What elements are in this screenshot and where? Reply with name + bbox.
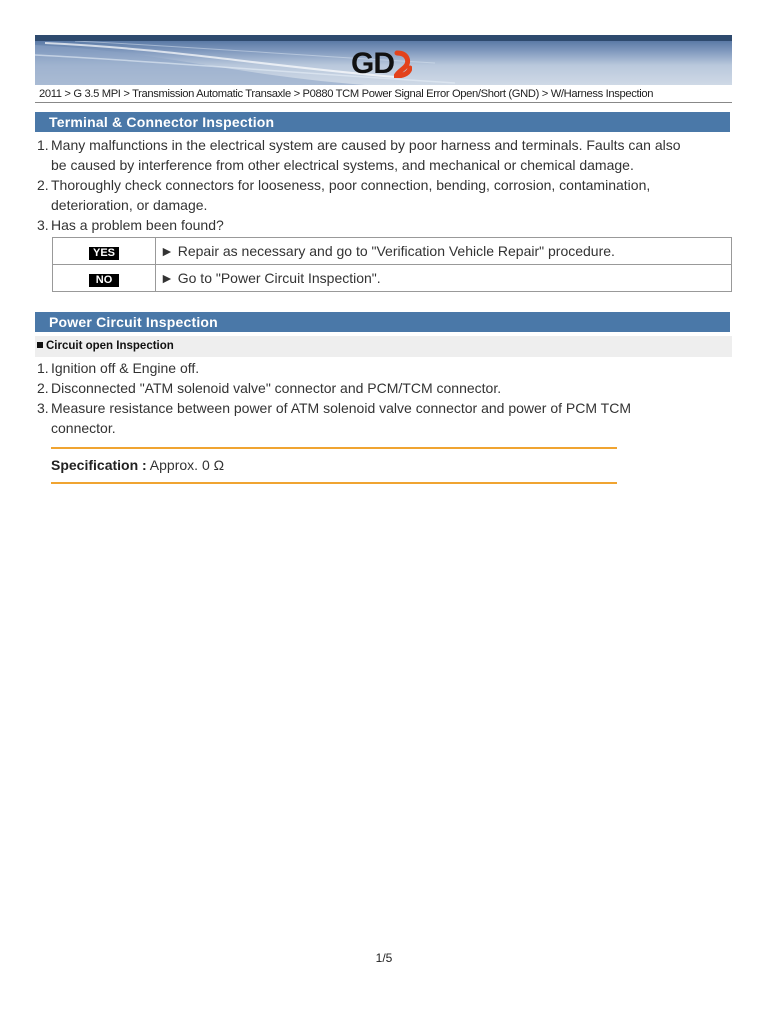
section-title-terminal: Terminal & Connector Inspection xyxy=(35,112,730,132)
step-number: 3. xyxy=(37,217,49,233)
list-item xyxy=(37,358,631,378)
gds-logo-text: GD xyxy=(351,47,394,80)
step-text: Ignition off & Engine off. xyxy=(51,360,200,376)
subheading-text: Circuit open Inspection xyxy=(46,340,174,352)
specification-box xyxy=(51,447,617,484)
step-text: Thoroughly check connectors for looseness, poor connection, bending, corrosion, contamination, xyxy=(51,177,651,193)
gds-logo xyxy=(351,46,412,82)
header-banner xyxy=(35,35,732,85)
step-text: be caused by interference from other electrical systems, and mechanical or chemical damage. xyxy=(51,157,634,173)
step-text: Has a problem been found? xyxy=(51,217,224,233)
step-number: 1. xyxy=(37,360,49,376)
yes-badge: YES xyxy=(89,247,119,260)
terminal-steps-list xyxy=(37,135,681,235)
step-text: Measure resistance between power of ATM solenoid valve connector and power of PCM TCM xyxy=(51,400,631,416)
list-item xyxy=(37,215,681,235)
list-item xyxy=(37,175,681,215)
power-steps-list xyxy=(37,358,631,438)
list-item xyxy=(37,378,631,398)
table-row xyxy=(53,265,732,292)
section-title-power-circuit: Power Circuit Inspection xyxy=(35,312,730,332)
step-text: connector. xyxy=(51,420,116,436)
table-row xyxy=(53,238,732,265)
breadcrumb: 2011 > G 3.5 MPI > Transmission Automatic Transaxle > P0880 TCM Power Signal Error Open/Short (GND) > W/Harness Inspection xyxy=(35,85,732,103)
no-badge-cell xyxy=(53,265,156,292)
step-number: 3. xyxy=(37,400,49,416)
step-number: 1. xyxy=(37,137,49,153)
yes-badge-cell xyxy=(53,238,156,265)
no-badge: NO xyxy=(89,274,119,287)
page-number: 1/5 xyxy=(375,951,393,965)
step-number: 2. xyxy=(37,380,49,396)
subheading-circuit-open xyxy=(35,336,732,357)
step-text: Disconnected "ATM solenoid valve" connector and PCM/TCM connector. xyxy=(51,380,502,396)
specification-value: Approx. 0 Ω xyxy=(146,457,225,473)
specification-label: Specification : xyxy=(51,457,147,473)
list-item xyxy=(37,135,681,175)
step-number: 2. xyxy=(37,177,49,193)
step-text: deterioration, or damage. xyxy=(51,197,208,213)
square-bullet-icon xyxy=(37,342,43,348)
list-item xyxy=(37,398,631,438)
gds-logo-s-icon xyxy=(394,50,412,78)
yes-no-table xyxy=(52,237,732,292)
no-answer-text: ► Go to "Power Circuit Inspection". xyxy=(156,265,732,292)
yes-answer-text: ► Repair as necessary and go to "Verification Vehicle Repair" procedure. xyxy=(156,238,732,265)
step-text: Many malfunctions in the electrical system are caused by poor harness and terminals. Faults can also xyxy=(51,137,681,153)
